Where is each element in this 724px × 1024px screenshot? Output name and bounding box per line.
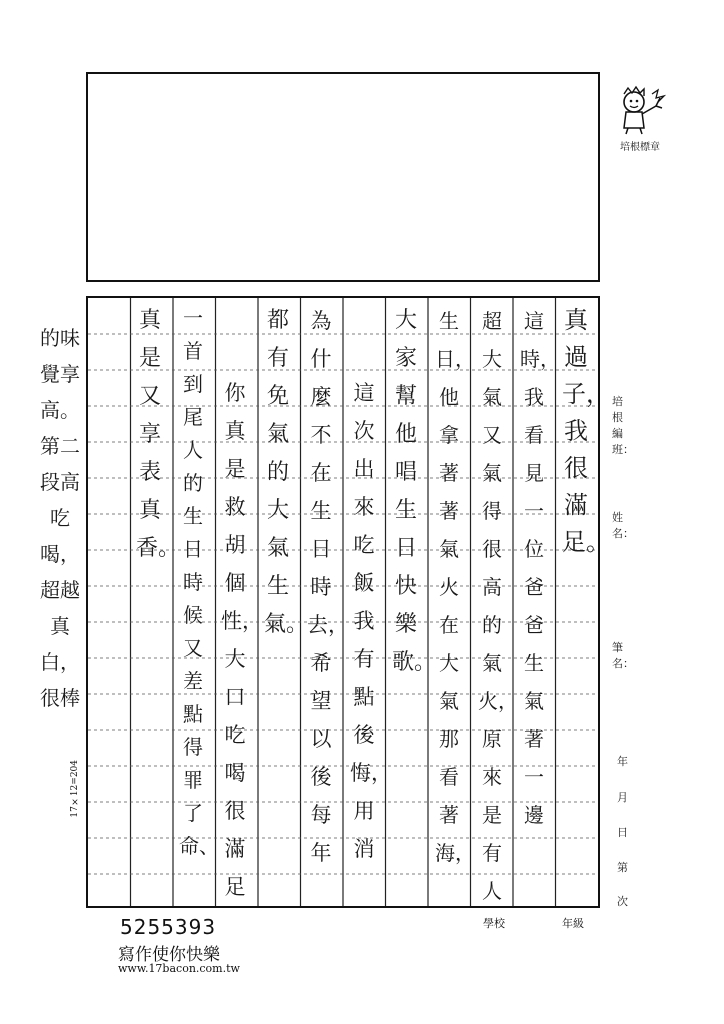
essay-column-6: 這次出來吃飯我有點後悔，用消	[350, 381, 392, 861]
name-label: 姓名：	[612, 511, 634, 540]
essay-column-1: 真過子，我很滿足。	[562, 306, 610, 556]
school-label: 學校	[483, 917, 505, 930]
essay-column-7: 為什麼不在生日時去，希望以後每年	[307, 309, 349, 865]
footer-url: www.17bacon.com.tw	[118, 962, 240, 975]
document-number: 5255393	[120, 915, 217, 939]
date-day-label: 日	[617, 826, 628, 839]
essay-column-11: 真是又享表真香。	[136, 308, 181, 561]
date-order-label: 第	[617, 861, 628, 874]
mascot-stamp-icon	[612, 84, 666, 136]
class-label: 培根編班：	[612, 395, 634, 456]
essay-column-8: 都有免氣的大氣生氣。	[264, 308, 309, 637]
essay-column-4: 生日，他拿著著氣火在大氣那看著海，	[435, 309, 475, 865]
teacher-comment-box	[86, 72, 600, 282]
essay-column-9: 你真是救胡個性，大口吃喝很滿足	[221, 381, 263, 899]
date-times-label: 次	[617, 895, 628, 908]
footer-slogan: 寫作使你快樂	[118, 945, 220, 965]
teacher-margin-note: 的味覺享高。第二段高吃喝，超越真白，很棒	[40, 326, 80, 710]
grid-size-code: 17×12=204	[70, 760, 80, 818]
essay-column-10: 一首到尾人的生日時候又差點得罪了命、	[179, 306, 219, 858]
grade-label: 年級	[562, 917, 584, 930]
pen-name-label: 筆名：	[612, 641, 634, 670]
mascot-stamp-label: 培根標章	[620, 142, 660, 153]
essay-column-2: 這時，我看見一位爸爸生氣著一邊	[520, 309, 560, 827]
essay-column-5: 大家幫他唱生日快樂歌。	[392, 308, 437, 675]
date-month-label: 月	[617, 791, 628, 804]
date-year-label: 年	[617, 755, 628, 768]
essay-column-3: 超大氣又氣得很高的氣火，原來是有人	[478, 309, 518, 903]
